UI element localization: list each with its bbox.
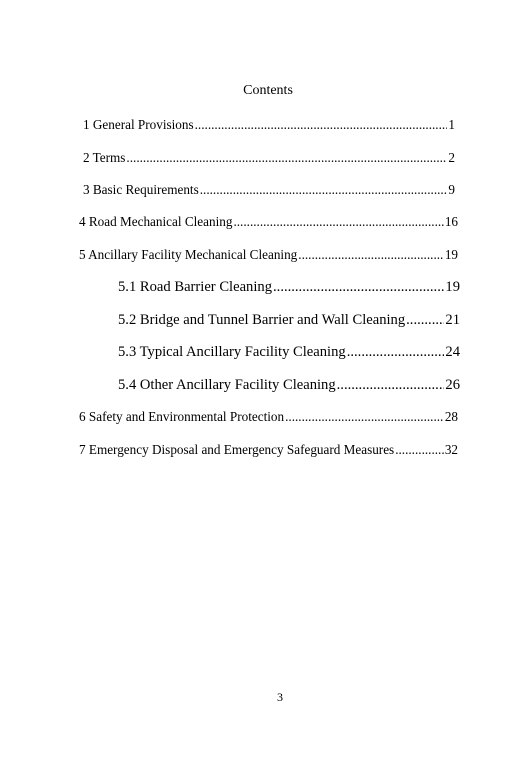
toc-entry-general-provisions[interactable]: [83, 116, 455, 134]
toc-entry-page: 16: [444, 214, 458, 229]
toc-dot-leader: [200, 181, 448, 199]
toc-dot-leader: [233, 213, 443, 231]
toc-dot-leader: [298, 246, 444, 264]
toc-entry-label: 1 General Provisions: [83, 117, 194, 132]
toc-entry-label: 5.3 Typical Ancillary Facility Cleaning: [118, 344, 346, 360]
toc-dot-leader: [285, 408, 444, 426]
toc-entry-typical-ancillary-facility-cleaning[interactable]: [118, 343, 460, 361]
toc-entry-label: 4 Road Mechanical Cleaning: [79, 214, 233, 229]
toc-entry-road-mechanical-cleaning[interactable]: [79, 213, 458, 231]
toc-entry-page: 19: [444, 247, 458, 262]
toc-entry-label: 3 Basic Requirements: [83, 182, 199, 197]
toc-entry-page: 26: [445, 377, 460, 393]
toc-entry-page: 21: [445, 312, 460, 328]
toc-entry-label: 5.2 Bridge and Tunnel Barrier and Wall Cleaning: [118, 312, 406, 328]
toc-entry-bridge-tunnel-barrier-wall-cleaning[interactable]: [118, 311, 460, 329]
toc-entry-label: 5.4 Other Ancillary Facility Cleaning: [118, 377, 336, 393]
toc-dot-leader: [406, 311, 444, 329]
toc-entry-label: 7 Emergency Disposal and Emergency Safeguard Measures: [79, 442, 395, 457]
toc-entry-other-ancillary-facility-cleaning[interactable]: [118, 376, 460, 394]
toc-entry-page: 9: [448, 182, 455, 197]
toc-entry-label: 5 Ancillary Facility Mechanical Cleaning: [79, 247, 298, 262]
toc-entry-label: 2 Terms: [83, 150, 126, 165]
toc-entry-page: 2: [448, 150, 455, 165]
toc-entry-ancillary-facility-mechanical-cleaning[interactable]: [79, 246, 458, 264]
toc-entry-road-barrier-cleaning[interactable]: [118, 278, 460, 296]
toc-entry-page: 28: [444, 409, 458, 424]
toc-entry-page: 1: [448, 117, 455, 132]
toc-entry-page: 24: [445, 344, 460, 360]
toc-entry-emergency-disposal-safeguard-measures[interactable]: [79, 441, 458, 459]
toc-dot-leader: [126, 149, 447, 167]
toc-entry-terms[interactable]: [83, 149, 455, 167]
toc-dot-leader: [347, 343, 445, 361]
toc-dot-leader: [337, 376, 445, 394]
toc-entry-basic-requirements[interactable]: [83, 181, 455, 199]
toc-entry-page: 32: [444, 442, 458, 457]
toc-entry-label: 6 Safety and Environmental Protection: [79, 409, 285, 424]
toc-dot-leader: [195, 116, 448, 134]
toc-dot-leader: [273, 278, 444, 296]
page-title: Contents: [243, 83, 293, 98]
page-number: 3: [277, 690, 283, 704]
toc-entry-label: 5.1 Road Barrier Cleaning: [118, 279, 273, 295]
toc-entry-page: 19: [445, 279, 460, 295]
toc-dot-leader: [395, 441, 444, 459]
toc-entry-safety-environmental-protection[interactable]: [79, 408, 458, 426]
